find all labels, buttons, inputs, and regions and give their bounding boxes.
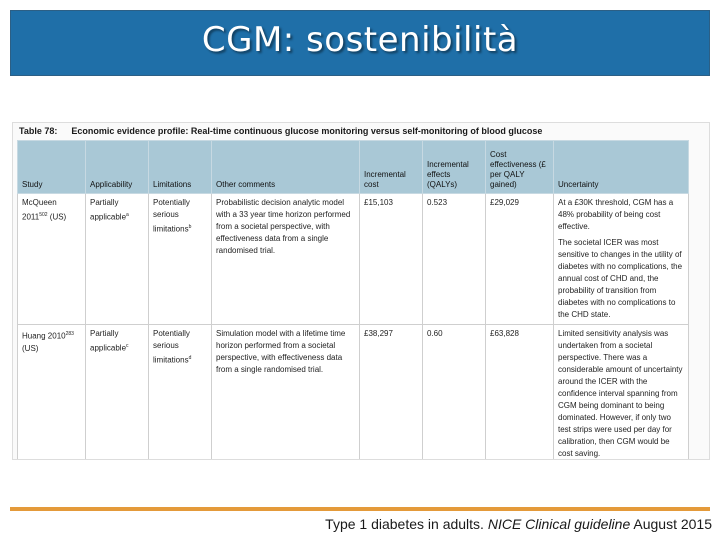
evidence-table: [17, 140, 689, 460]
cell-cost-effectiveness: £63,828: [486, 325, 554, 461]
table-row: [18, 325, 689, 461]
cell-uncertainty: [554, 194, 689, 325]
footer-citation: [325, 516, 712, 532]
footer-prefix: Type 1 diabetes in adults.: [325, 516, 488, 532]
header-cost-effectiveness: Cost effectiveness (£ per QALY gained): [486, 141, 554, 194]
header-incremental-cost: Incremental cost: [360, 141, 423, 194]
cell-applicability: Partially applicable$^c$: [86, 325, 149, 461]
uncertainty-paragraph: At a £30K threshold, CGM has a 48% probability of being cost effective.: [558, 198, 674, 231]
cell-other-comments: Probabilistic decision analytic model with a 33 year time horizon performed from a societal perspective, with effectiveness data from a single randomised trial.: [212, 194, 360, 325]
cell-incremental-cost: £15,103: [360, 194, 423, 325]
cell-incremental-cost: £38,297: [360, 325, 423, 461]
cell-uncertainty: [554, 325, 689, 461]
footer-date: August 2015: [630, 516, 712, 532]
table-image: [12, 122, 710, 460]
uncertainty-paragraph: The societal ICER was most sensitive to changes in the utility of diabetes with no complications, the annual cost of CHD and, the probability of transition from diabetes with no complications to the CHD state.: [558, 238, 683, 319]
uncertainty-paragraph: Limited sensitivity analysis was undertaken from a societal perspective. There was a considerable amount of uncertainty around the ICER with the confidence interval spanning from CGM being dominant to being dominated. However, if only two test strips were used per day for calibration, then CGM would be cost saving.: [558, 329, 683, 458]
title-banner: [10, 10, 710, 76]
header-uncertainty: Uncertainty: [554, 141, 689, 194]
cell-applicability: Partially applicable$^a$: [86, 194, 149, 325]
footer-divider: [10, 507, 710, 511]
cell-incremental-effects: 0.523: [423, 194, 486, 325]
header-incremental-effects: Incremental effects (QALYs): [423, 141, 486, 194]
table-caption-text: Economic evidence profile: Real-time continuous glucose monitoring versus self-monitoring of blood glucose: [71, 126, 543, 136]
header-limitations: Limitations: [149, 141, 212, 194]
table-label: Table 78:: [19, 126, 58, 136]
header-applicability: Applicability: [86, 141, 149, 194]
footer-source: NICE Clinical guideline: [487, 516, 631, 532]
slide-title: CGM: sostenibilità: [201, 20, 519, 60]
cell-study: Huang 2010$^{283}$ (US): [18, 325, 86, 461]
cell-study: McQueen 2011$^{502}$ (US): [18, 194, 86, 325]
header-study: Study: [18, 141, 86, 194]
header-other-comments: Other comments: [212, 141, 360, 194]
cell-limitations: Potentially serious limitations$^d$: [149, 325, 212, 461]
table-header-row: [18, 141, 689, 194]
cell-other-comments: Simulation model with a lifetime time horizon performed from a societal perspective, with effectiveness data from a single randomised trial.: [212, 325, 360, 461]
cell-limitations: Potentially serious limitations$^b$: [149, 194, 212, 325]
table-caption: [13, 123, 709, 140]
cell-incremental-effects: 0.60: [423, 325, 486, 461]
table-row: [18, 194, 689, 325]
cell-cost-effectiveness: £29,029: [486, 194, 554, 325]
